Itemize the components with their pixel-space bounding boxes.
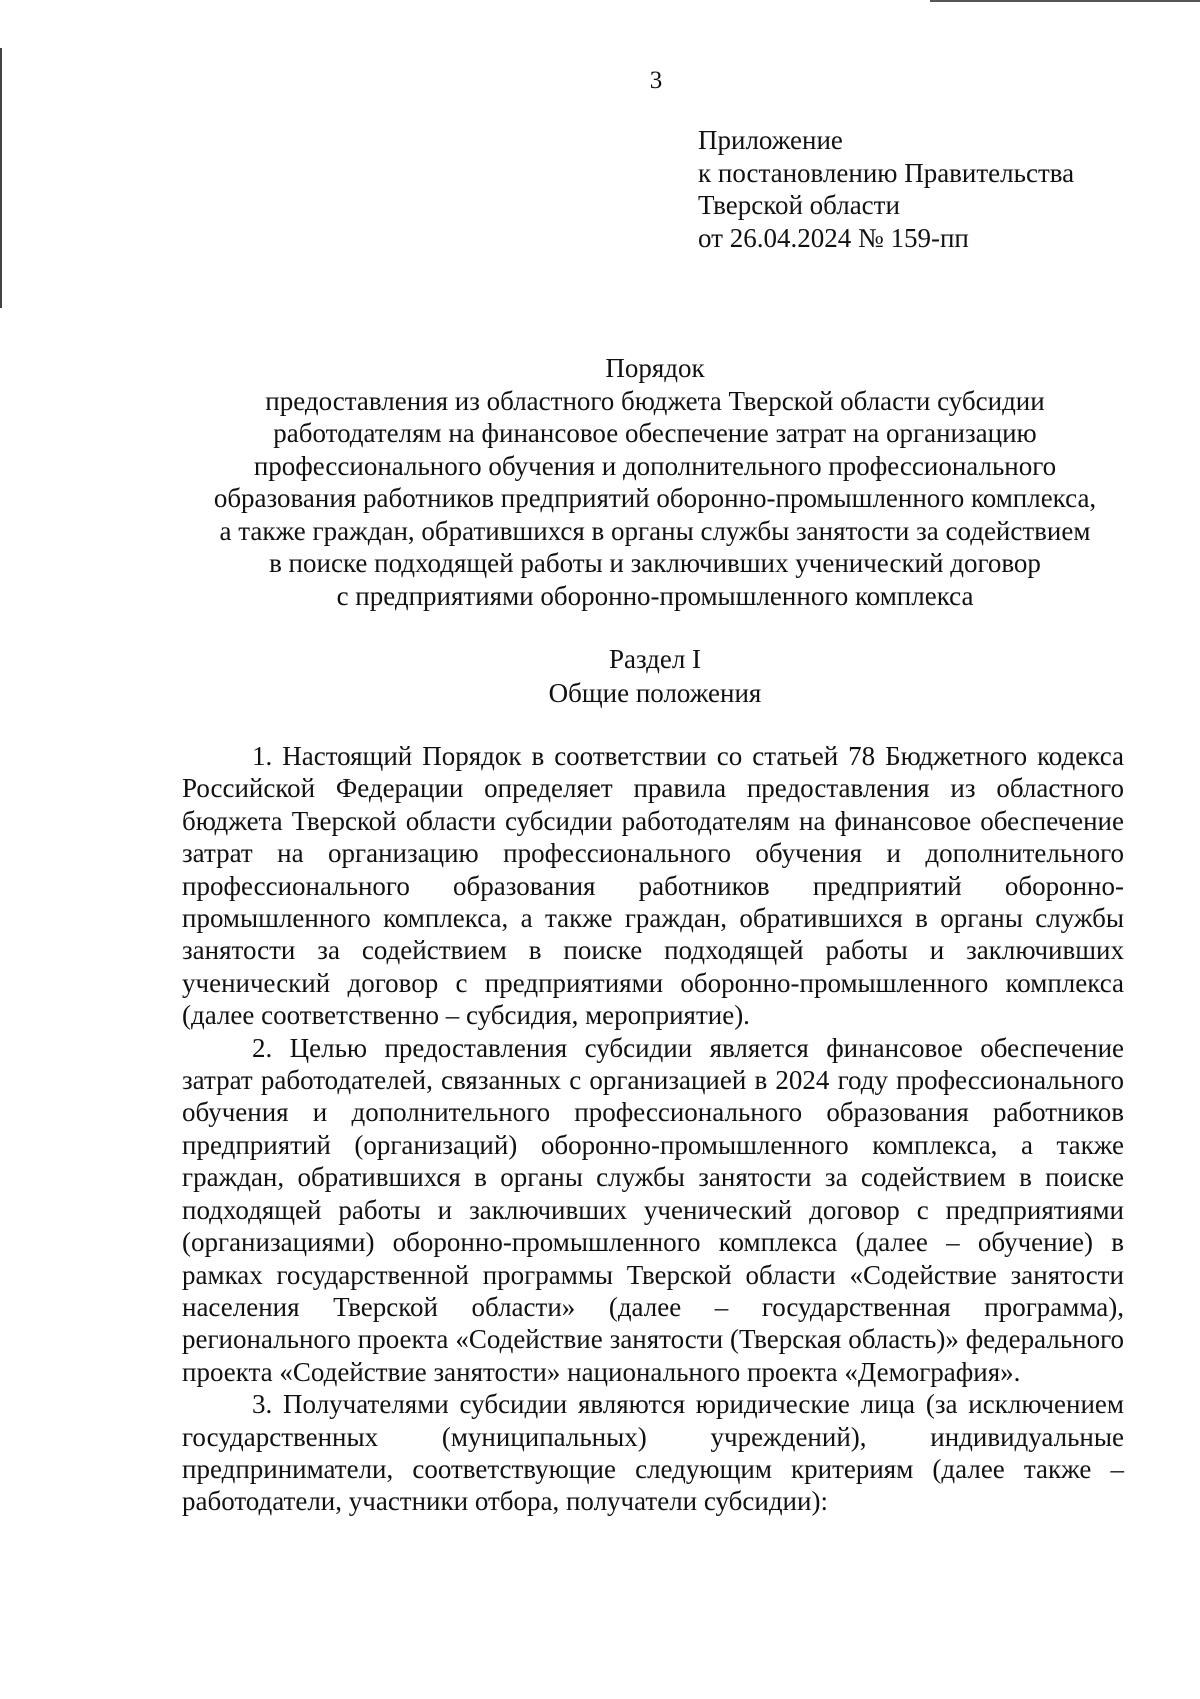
page-number: 3: [649, 67, 663, 94]
scan-edge-top: [930, 0, 1200, 2]
paragraph: 1. Настоящий Порядок в соответствии со статьей 78 Бюджетного кодекса Российской Федерации определяет правила предоставления из областного бюджета Тверской области субсидии работодателям на финансовое обеспечение затрат на организацию профессионального обучения и дополнительного профессионального образования работников предприятий оборонно-промышленного комплекса, а также граждан, обратившихся в органы службы занятости за содействием в поиске подходящей работы и заключивших ученический договор с предприятиями оборонно-промышленного комплекса (далее соответственно – субсидия, мероприятие).: [182, 741, 1124, 1031]
title-line: образования работников предприятий оборонно-промышленного комплекса,: [213, 483, 1097, 513]
document-title: [130, 352, 1180, 612]
title-line: предоставления из областного бюджета Тверской области субсидии: [265, 385, 1045, 416]
title-line: профессионального обучения и дополнительного профессионального: [253, 450, 1057, 481]
section-heading: [130, 642, 1180, 710]
title-heading: Порядок: [605, 353, 705, 383]
annex-header: [698, 124, 1074, 254]
annex-line: от 26.04.2024 № 159-пп: [698, 222, 969, 253]
section-number: Раздел I: [608, 644, 702, 674]
annex-line: к постановлению Правительства: [698, 157, 1075, 188]
section-name: Общие положения: [548, 678, 762, 708]
paragraph: 3. Получателями субсидии являются юридические лица (за исключением государственных (муниципальных) учреждений), индивидуальные предприниматели, соответствующие следующим критериям (далее также – работодатели, участники отбора, получатели субсидии):: [182, 1389, 1124, 1517]
document-body: [182, 740, 1124, 1518]
paragraph: 2. Целью предоставления субсидии является финансовое обеспечение затрат работодателей, связанных с организацией в 2024 году профессионального обучения и дополнительного профессионального образования работников предприятий (организаций) оборонно-промышленного комплекса, а также граждан, обратившихся в органы службы занятости за содействием в поиске подходящей работы и заключивших ученический договор с предприятиями (организациями) оборонно-промышленного комплекса (далее – обучение) в рамках государственной программы Тверской области «Содействие занятости населения Тверской области» (далее – государственная программа), регионального проекта «Содействие занятости (Тверская область)» федерального проекта «Содействие занятости» национального проекта «Демография».: [182, 1032, 1124, 1387]
annex-line: Тверской области: [698, 190, 900, 220]
title-line: в поиске подходящей работы и заключивших ученический договор: [269, 548, 1041, 578]
annex-line: Приложение: [698, 125, 843, 155]
title-line: а также граждан, обратившихся в органы службы занятости за содействием: [219, 515, 1091, 546]
title-line: с предприятиями оборонно-промышленного комплекса: [336, 580, 974, 611]
title-line: работодателям на финансовое обеспечение затрат на организацию: [273, 418, 1037, 448]
